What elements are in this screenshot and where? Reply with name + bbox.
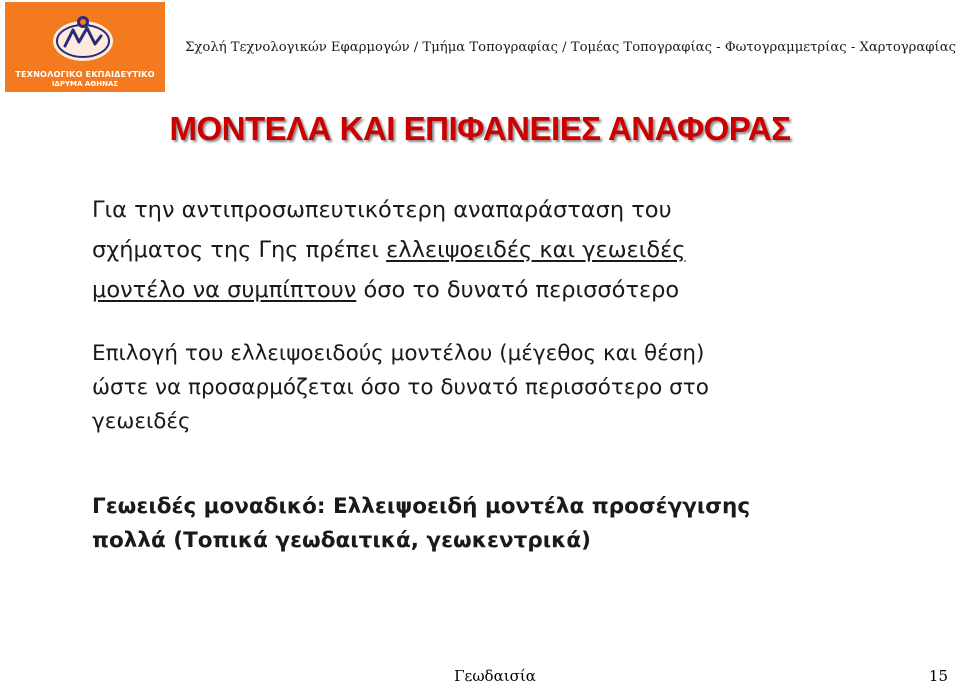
paragraph-3 — [92, 490, 952, 558]
page-number: 15 — [928, 667, 948, 685]
paragraph-1-underlined-phrase: ελλειψοειδές και γεωειδές — [386, 237, 686, 263]
institution-logo — [5, 2, 165, 92]
paragraph-1-line-1: Για την αντιπροσωπευτικότερη αναπαράσταση του — [92, 197, 672, 223]
paragraph-1-line-3 — [92, 270, 952, 310]
paragraph-2-line-2: ώστε να προσαρμόζεται όσο το δυνατό περισσότερο στο — [92, 375, 709, 400]
footer-subject: Γεωδαισία — [454, 667, 536, 685]
paragraph-1-line-2-text: σχήματος της Γης πρέπει — [92, 237, 387, 263]
paragraph-1 — [92, 190, 952, 310]
paragraph-3-line-2: πολλά (Τοπικά γεωδαιτικά, γεωκεντρικά) — [92, 528, 591, 553]
paragraph-1-line-3-text: όσο το δυνατό περισσότερο — [356, 277, 680, 303]
logo-text-line1: ΤΕΧΝΟΛΟΓΙΚΟ ΕΚΠΑΙΔΕΥΤΙΚΟ — [15, 69, 155, 79]
slide-title: ΜΟΝΤΕΛΑ ΚΑΙ ΕΠΙΦΑΝΕΙΕΣ ΑΝΑΦΟΡΑΣ — [169, 110, 791, 147]
header-caption: Σχολή Τεχνολογικών Εφαρμογών / Τμήμα Τοπογραφίας / Τομέας Τοπογραφίας - Φωτογραμμετρίας - Χαρτογραφίας — [185, 40, 956, 55]
logo-text-line2: ΙΔΡΥΜΑ ΑΘΗΝΑΣ — [51, 80, 119, 88]
paragraph-1-underlined-phrase-2: μοντέλο να συμπίπτουν — [92, 277, 357, 303]
paragraph-3-line-1: Γεωειδές μοναδικό: Ελλειψοειδή μοντέλα προσέγγισης — [92, 494, 751, 519]
paragraph-1-line-2 — [92, 230, 952, 270]
paragraph-2-line-3: γεωειδές — [92, 409, 191, 434]
tei-athinas-logo-icon — [43, 8, 123, 68]
paragraph-2 — [92, 337, 952, 439]
paragraph-2-line-1: Επιλογή του ελλειψοειδούς μοντέλου (μέγεθος και θέση) — [92, 341, 705, 366]
